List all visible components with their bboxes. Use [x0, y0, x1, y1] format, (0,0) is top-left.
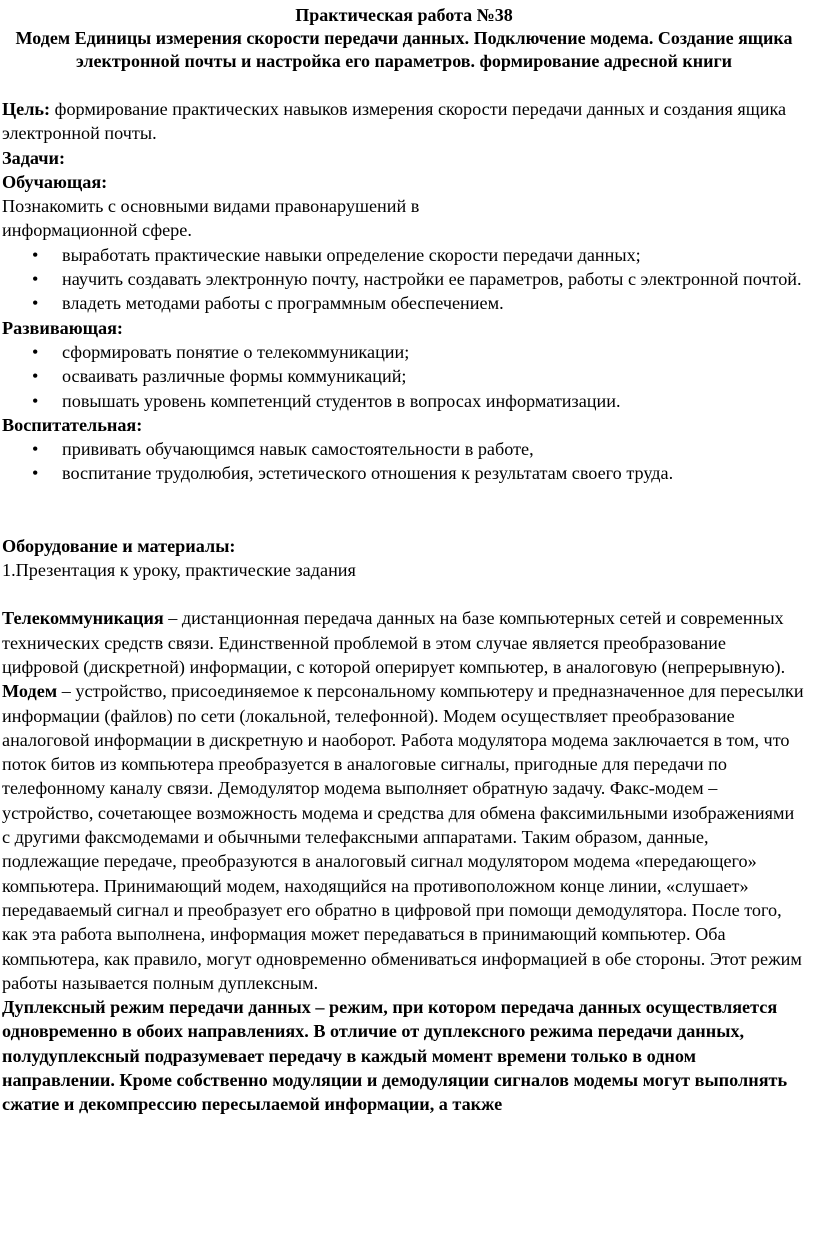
- duplex-term: Дуплексный режим передачи данных: [2, 997, 311, 1018]
- teaching-list: [2, 243, 806, 316]
- title-line-1: Практическая работа №38: [295, 5, 513, 25]
- list-item: • осваивать различные формы коммуникаций;: [62, 364, 806, 388]
- telecom-term: Телекоммуникация: [2, 608, 164, 629]
- teaching-intro-line-2: информационной сфере.: [2, 220, 192, 241]
- developing-heading: Развивающая:: [2, 317, 123, 338]
- duplex-text: – режим, при котором передача данных осуществляется одновременно в обоих направлениях. В отличие от дуплексного режима передачи данных, полудуплексный подразумевает передачу в каждый момент времени только в одном направлении. Кроме собственно модуляции и демодуляции сигналов модемы могут выполнять сжатие и декомпрессию пересылаемой информации, а также: [2, 997, 788, 1115]
- goal-label: Цель:: [2, 99, 51, 119]
- list-item: • повышать уровень компетенций студентов в вопросах информатизации.: [62, 389, 806, 413]
- list-item: • воспитание трудолюбия, эстетического отношения к результатам своего труда.: [62, 461, 806, 485]
- developing-list: [2, 340, 806, 413]
- equipment-heading: Оборудование и материалы:: [2, 535, 236, 556]
- page-title: [12, 4, 796, 73]
- modem-text: – устройство, присоединяемое к персональному компьютеру и предназначенное для пересылки информации (файлов) по сети (локальной, телефонной). Модем осуществляет преобразование аналоговой информации в дискретную и наоборот. Работа модулятора модема заключается в том, что поток битов из компьютера преобразуется в аналоговые сигналы, пригодные для передачи по телефонному каналу связи. Демодулятор модема выполняет обратную задачу. Факс-модем – устройство, сочетающее возможность модема и средства для обмена факсимильными изображениями с другими факсмодемами и обычными телефаксными аппаратами. Таким образом, данные, подлежащие передаче, преобразуются в аналоговый сигнал модулятором модема «передающего» компьютера. Принимающий модем, находящийся на противоположном конце линии, «слушает» передаваемый сигнал и преобразует его обратно в цифровой при помощи демодулятора. После того, как эта работа выполнена, информация может передаваться в принимающий компьютер. Оба компьютера, как правило, могут одновременно обмениваться информацией в обе стороны. Этот режим работы называется полным дуплексным.: [2, 681, 804, 993]
- tasks-heading: Задачи:: [2, 147, 66, 168]
- teaching-intro-line-1: Познакомить с основными видами правонарушений в: [2, 196, 420, 217]
- telecom-paragraph: [2, 606, 806, 679]
- spacer: [2, 486, 806, 534]
- modem-term: Модем: [2, 681, 58, 702]
- duplex-paragraph: [2, 995, 806, 1116]
- document-page: [0, 4, 816, 1245]
- telecom-text: – дистанционная передача данных на базе компьютерных сетей и современных технических средств связи. Единственной проблемой в этом случае является преобразование цифровой (дискретной) информации, с которой оперирует компьютер, в аналоговую (непрерывную).: [2, 608, 786, 677]
- list-item: • прививать обучающимся навык самостоятельности в работе,: [62, 437, 806, 461]
- goal-text: формирование практических навыков измерения скорости передачи данных и создания ящика электронной почты.: [2, 99, 787, 144]
- modem-paragraph: [2, 679, 806, 995]
- educational-heading: Воспитательная:: [2, 414, 143, 435]
- spacer: [2, 73, 806, 97]
- list-item: • владеть методами работы с программным обеспечением.: [62, 291, 806, 315]
- list-item: • выработать практические навыки определение скорости передачи данных;: [62, 243, 806, 267]
- list-item: • сформировать понятие о телекоммуникации;: [62, 340, 806, 364]
- list-item: • научить создавать электронную почту, настройки ее параметров, работы с электронной почтой.: [62, 267, 806, 291]
- teaching-heading: Обучающая:: [2, 171, 108, 192]
- title-line-2: Модем Единицы измерения скорости передачи данных. Подключение модема. Создание ящика электронной почты и настройка его параметров. формирование адресной книги: [15, 28, 793, 71]
- goal-paragraph: [2, 97, 806, 146]
- equipment-text: 1.Презентация к уроку, практические задания: [2, 560, 356, 581]
- educational-list: [2, 437, 806, 486]
- spacer: [2, 582, 806, 606]
